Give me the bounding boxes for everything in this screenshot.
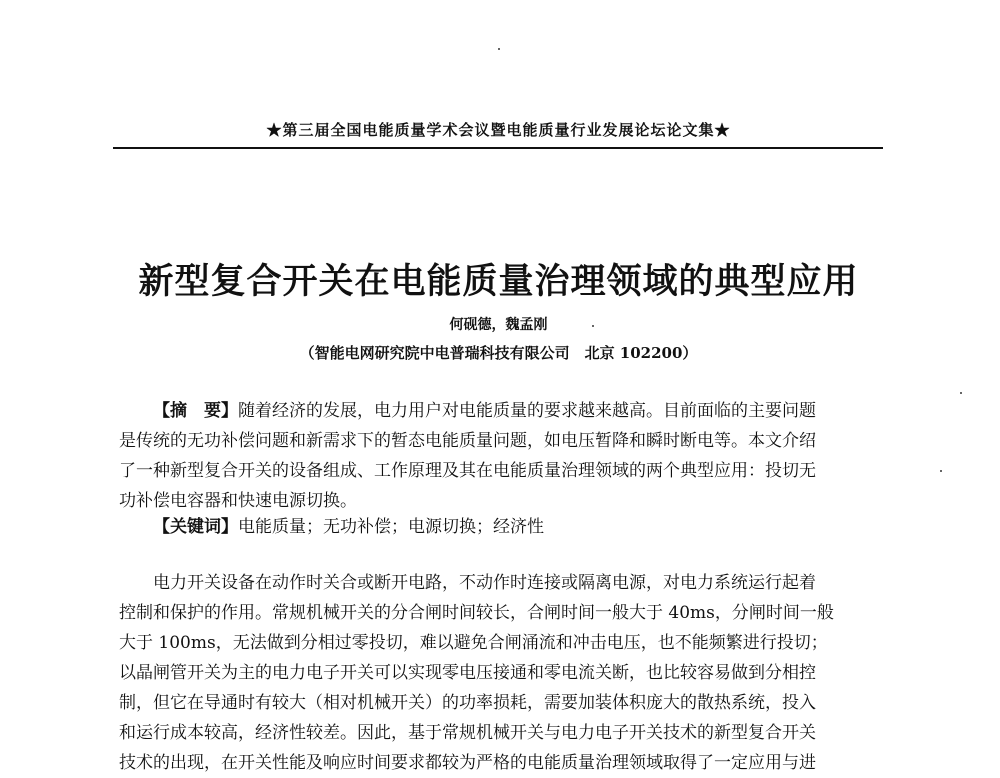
abstract-line-1 — [119, 396, 889, 426]
header-rule — [113, 147, 883, 149]
running-header: ★第三届全国电能质量学术会议暨电能质量行业发展论坛论文集★ — [266, 121, 731, 139]
scan-speck — [960, 392, 962, 394]
body-text — [119, 568, 889, 778]
scan-speck — [940, 470, 942, 472]
abstract-text: 随着经济的发展，电力用户对电能质量的要求越来越高。目前面临的主要问题 — [238, 401, 816, 421]
body-line: 和运行成本较高，经济性较差。因此，基于常规机械开关与电力电子开关技术的新型复合开关 — [119, 723, 816, 743]
body-line: 以晶闸管开关为主的电力电子开关可以实现零电压接通和零电流关断，也比较容易做到分相控 — [119, 663, 816, 683]
keywords-text: 电能质量；无功补偿；电源切换；经济性 — [238, 517, 544, 537]
scan-speck — [592, 325, 594, 327]
abstract-line: 了一种新型复合开关的设备组成、工作原理及其在电能质量治理领域的两个典型应用：投切无 — [119, 461, 816, 481]
body-line: 电力开关设备在动作时关合或断开电路，不动作时连接或隔离电源，对电力系统运行起着 — [153, 573, 816, 593]
keywords — [119, 512, 889, 542]
affiliation: （智能电网研究院中电普瑞科技有限公司 北京 102200） — [299, 344, 698, 362]
body-line: 控制和保护的作用。常规机械开关的分合闸时间较长，合闸时间一般大于 40ms，分闸时间一般 — [119, 603, 834, 623]
abstract — [119, 396, 889, 516]
abstract-line: 是传统的无功补偿问题和新需求下的暂态电能质量问题，如电压暂降和瞬时断电等。本文介绍 — [119, 431, 816, 451]
paper-title: 新型复合开关在电能质量治理领域的典型应用 — [138, 262, 859, 302]
body-line: 大于 100ms，无法做到分相过零投切，难以避免合闸涌流和冲击电压，也不能频繁进行投切； — [119, 633, 828, 653]
body-line: 技术的出现，在开关性能及响应时间要求都较为严格的电能质量治理领域取得了一定应用与进 — [119, 753, 816, 773]
keywords-line — [119, 512, 889, 542]
abstract-line: 功补偿电容器和快速电源切换。 — [119, 491, 357, 511]
body-line: 制，但它在导通时有较大（相对机械开关）的功率损耗，需要加装体积庞大的散热系统，投入 — [119, 693, 816, 713]
keywords-label: 【关键词】 — [153, 517, 238, 537]
authors: 何砚德，魏孟刚 — [449, 317, 548, 333]
scan-speck — [498, 48, 500, 50]
abstract-label: 【摘 要】 — [153, 401, 238, 421]
